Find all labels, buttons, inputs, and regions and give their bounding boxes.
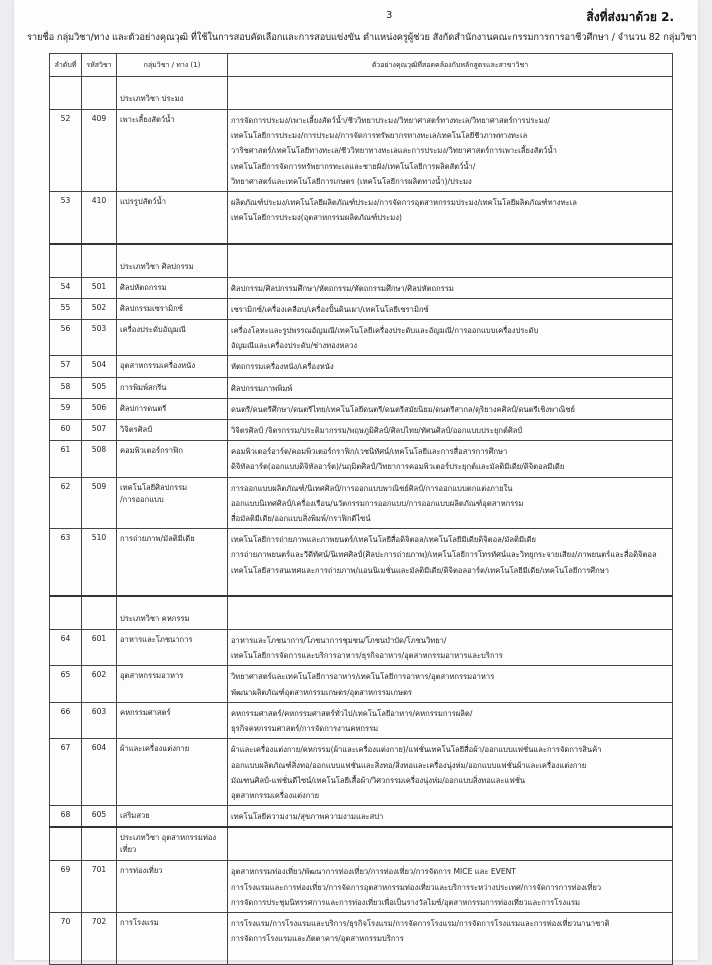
subject-group-line: การพิมพ์สกรีน bbox=[120, 382, 167, 392]
row-qualifications bbox=[228, 110, 673, 192]
category-empty-cell bbox=[50, 596, 82, 630]
row-sequence-number: 52 bbox=[50, 110, 82, 192]
subject-group-line: เสริมสวย bbox=[120, 811, 150, 821]
row-subject-group bbox=[117, 739, 228, 806]
qualification-line: การถ่ายภาพยนตร์และวีดีทัศน์/นิเทศศิลป์(ศิลปะการถ่ายภาพ)/เทคโนโลยีการโทรทัศน์และวิทยุกระจายเสียง/ภาพยนตร์และสื่อดิจิตอล bbox=[231, 550, 657, 560]
table-row bbox=[50, 861, 673, 913]
row-subject-group bbox=[117, 377, 228, 398]
row-subject-code: 502 bbox=[82, 298, 117, 319]
subject-group-line: คหกรรมศาสตร์ bbox=[120, 707, 171, 717]
qualification-line: เครื่องโลหะและรูปพรรณอัญมณี/เทคโนโลยีเครื่องประดับและอัญมณี/การออกแบบเครื่องประดับ bbox=[231, 326, 539, 336]
row-qualifications bbox=[228, 298, 673, 319]
subject-group-line: อุตสาหกรรมเครื่องหนัง bbox=[120, 361, 196, 371]
subject-group-line: แปรรูปสัตว์น้ำ bbox=[120, 197, 166, 207]
category-empty-cell bbox=[50, 827, 82, 861]
row-qualifications bbox=[228, 377, 673, 398]
category-empty-cell bbox=[82, 827, 117, 861]
row-qualifications bbox=[228, 702, 673, 738]
subject-group-line: ผ้าและเครื่องแต่งกาย bbox=[120, 744, 190, 754]
table-row bbox=[50, 277, 673, 298]
qualification-line: คอมพิวเตอร์อาร์ต/คอมพิวเตอร์กราฟิก/เวชนิทัศน์/เทคโนโลยีและการสื่อสารการศึกษา bbox=[231, 447, 508, 457]
table-row bbox=[50, 477, 673, 529]
row-sequence-number: 67 bbox=[50, 739, 82, 806]
row-sequence-number: 66 bbox=[50, 702, 82, 738]
attachment-label: สิ่งที่ส่งมาด้วย 2. bbox=[586, 10, 674, 24]
table-row bbox=[50, 912, 673, 964]
subject-group-line: /การออกแบบ bbox=[120, 494, 164, 504]
row-subject-group bbox=[117, 298, 228, 319]
table-body bbox=[50, 77, 673, 965]
qualification-line: ธุรกิจคหกรรมศาสตร์/การจัดการงานคหกรรม bbox=[231, 724, 379, 734]
category-label: ประเภทวิชา ศิลปกรรม bbox=[117, 244, 228, 278]
qualification-line: พัฒนาผลิตภัณฑ์อุตสาหกรรมเกษตร/อุตสาหกรรมเกษตร bbox=[231, 687, 413, 697]
subject-qualification-table bbox=[49, 53, 673, 965]
row-subject-code: 603 bbox=[82, 702, 117, 738]
qualification-line bbox=[231, 225, 672, 240]
qualification-line: เทคโนโลยีการถ่ายภาพและภาพยนตร์/เทคโนโลยีสื่อดิจิตอล/เทคโนโลยีมีเดียดิจิตอล/มัลติมีเดีย bbox=[231, 535, 536, 545]
qualification-line: คหกรรมศาสตร์/คหกรรมศาสตร์ทั่วไป/เทคโนโลยีอาหาร/คหกรรมการผลิต/ bbox=[231, 708, 473, 718]
qualification-line: ออกแบบผลิตภัณฑ์สิ่งทอ/ออกแบบแฟชั่นและสิ่งทอ/สิ่งทอและเครื่องนุ่งห่ม/ออกแบบแฟชั่นผ้าและเครื่องแต่งกาย bbox=[231, 760, 587, 770]
table-row bbox=[50, 702, 673, 738]
row-sequence-number: 54 bbox=[50, 277, 82, 298]
row-qualifications bbox=[228, 529, 673, 596]
row-qualifications bbox=[228, 356, 673, 377]
row-subject-code: 701 bbox=[82, 861, 117, 913]
row-subject-code: 508 bbox=[82, 441, 117, 477]
category-label: ประเภทวิชา อุตสาหกรรมท่องเที่ยว bbox=[117, 827, 228, 861]
row-qualifications bbox=[228, 630, 673, 666]
row-qualifications bbox=[228, 806, 673, 828]
row-subject-code: 501 bbox=[82, 277, 117, 298]
row-qualifications bbox=[228, 912, 673, 964]
row-qualifications bbox=[228, 277, 673, 298]
subject-group-line: ศิลปการดนตรี bbox=[120, 403, 167, 413]
row-subject-code: 604 bbox=[82, 739, 117, 806]
row-subject-code: 505 bbox=[82, 377, 117, 398]
table-header-row bbox=[50, 54, 673, 77]
row-subject-code: 602 bbox=[82, 666, 117, 702]
table-row bbox=[50, 630, 673, 666]
table-row bbox=[50, 298, 673, 319]
row-subject-group bbox=[117, 529, 228, 596]
subject-group-line: การถ่ายภาพ/มัลติมีเดีย bbox=[120, 534, 195, 544]
subject-group-line: ศิลปกรรมเซรามิกซ์ bbox=[120, 303, 183, 313]
qualification-line: หัตถกรรมเครื่องหนัง/เครื่องหนัง bbox=[231, 362, 334, 372]
row-sequence-number: 70 bbox=[50, 912, 82, 964]
subject-group-line: ศิลปหัตถกรรม bbox=[120, 282, 167, 292]
table-row bbox=[50, 806, 673, 828]
qualification-line bbox=[231, 578, 672, 593]
row-subject-group bbox=[117, 277, 228, 298]
subject-group-line: การโรงแรม bbox=[120, 917, 159, 927]
table-row bbox=[50, 377, 673, 398]
row-subject-group bbox=[117, 806, 228, 828]
header-subject-group: กลุ่มวิชา / ทาง (1) bbox=[117, 54, 228, 77]
row-subject-code: 503 bbox=[82, 320, 117, 356]
category-empty-cell bbox=[82, 596, 117, 630]
header-qualifications: ตัวอย่างคุณวุฒิที่สอดคล้องกับหลักสูตรและสาขาวิชา bbox=[228, 54, 673, 77]
category-empty-cell bbox=[228, 596, 673, 630]
category-empty-cell bbox=[228, 77, 673, 110]
qualification-line: เซรามิกซ์/เครื่องเคลือบ/เครื่องปั้นดินเผา/เทคโนโลยีเซรามิกซ์ bbox=[231, 304, 429, 314]
row-sequence-number: 61 bbox=[50, 441, 82, 477]
category-empty-cell bbox=[82, 244, 117, 278]
row-qualifications bbox=[228, 666, 673, 702]
row-subject-group bbox=[117, 861, 228, 913]
row-subject-code: 409 bbox=[82, 110, 117, 192]
category-label: ประเภทวิชา ประมง bbox=[117, 77, 228, 110]
row-subject-group bbox=[117, 110, 228, 192]
row-qualifications bbox=[228, 398, 673, 419]
subject-group-line: อาหารและโภชนาการ bbox=[120, 635, 193, 645]
row-sequence-number: 64 bbox=[50, 630, 82, 666]
row-subject-code: 601 bbox=[82, 630, 117, 666]
row-subject-group bbox=[117, 420, 228, 441]
qualification-line: ผลิตภัณฑ์ประมง/เทคโนโลยีผลิตภัณฑ์ประมง/การจัดการอุตสาหกรรมประมง/เทคโนโลยีผลิตภัณฑ์ทางทะเล bbox=[231, 198, 577, 208]
row-sequence-number: 60 bbox=[50, 420, 82, 441]
table-row bbox=[50, 192, 673, 244]
subject-group-line: วิจิตรศิลป์ bbox=[120, 425, 153, 435]
row-subject-group bbox=[117, 356, 228, 377]
qualification-line: อาหารและโภชนาการ/โภชนาการชุมชน/โภชนบำบัด/โภชนวิทยา/ bbox=[231, 636, 447, 646]
qualification-line bbox=[231, 946, 672, 961]
row-sequence-number: 53 bbox=[50, 192, 82, 244]
row-subject-group bbox=[117, 192, 228, 244]
qualification-line: เทคโนโลยีการประมง/การประมง/การจัดการทรัพยากรทางทะเล/เทคโนโลยีชีวภาพทางทะเล bbox=[231, 131, 528, 141]
subject-group-line: คอมพิวเตอร์กราฟิก bbox=[120, 446, 183, 456]
qualification-line: สื่อมัลติมีเดีย/ออกแบบสิ่งพิมพ์/กราฟิกดีไซน์ bbox=[231, 514, 371, 524]
qualification-line: ผ้าและเครื่องแต่งกาย/คหกรรม(ผ้าและเครื่องแต่งกาย)/แฟชั่นเทคโนโลยีสื่อผ้า/ออกแบบแฟชั่นและการจัดการสินค้า bbox=[231, 745, 602, 755]
row-subject-group bbox=[117, 630, 228, 666]
row-sequence-number: 69 bbox=[50, 861, 82, 913]
qualification-line: เทคโนโลยีความงาม/สุขภาพความงามและสปา bbox=[231, 812, 384, 822]
category-empty-cell bbox=[228, 244, 673, 278]
table-row bbox=[50, 356, 673, 377]
row-sequence-number: 57 bbox=[50, 356, 82, 377]
category-empty-cell bbox=[228, 827, 673, 861]
row-sequence-number: 59 bbox=[50, 398, 82, 419]
row-subject-code: 510 bbox=[82, 529, 117, 596]
qualification-line: เทคโนโลยีการจัดการและบริการอาหาร/ธุรกิจอาหาร/อุตสาหกรรมอาหารและบริการ bbox=[231, 651, 503, 661]
category-empty-cell bbox=[50, 77, 82, 110]
table-row bbox=[50, 666, 673, 702]
row-qualifications bbox=[228, 192, 673, 244]
qualification-line: การโรงแรมและการท่องเที่ยว/การจัดการอุตสาหกรรมท่องเที่ยวและบริการระหว่างประเทศ/การจัดการการท่องเที่ยว bbox=[231, 882, 602, 892]
qualification-line: ดิจิทัลอาร์ต(ออกแบบดิจิทัลอาร์ต)/นฤมิตศิลป์/วิทยาการคอมพิวเตอร์ประยุกต์และมัลติมีเดีย/ดิจิตอลมีเดีย bbox=[231, 462, 565, 472]
category-row bbox=[50, 244, 673, 278]
row-qualifications bbox=[228, 441, 673, 477]
subject-group-line: อุตสาหกรรมอาหาร bbox=[120, 671, 184, 681]
row-sequence-number: 63 bbox=[50, 529, 82, 596]
row-subject-code: 410 bbox=[82, 192, 117, 244]
qualification-line: ออกแบบนิเทศศิลป์/เครื่องเรือน/นวัตกรรมการออกแบบ/การออกแบบผลิตภัณฑ์อุตสาหกรรม bbox=[231, 498, 524, 508]
subject-group-line: เทคโนโลยีศิลปกรรม bbox=[120, 482, 188, 492]
table-row bbox=[50, 420, 673, 441]
row-qualifications bbox=[228, 739, 673, 806]
qualification-line: เทคโนโลยีการประมง(อุตสาหกรรมผลิตภัณฑ์ประมง) bbox=[231, 213, 402, 223]
row-subject-code: 509 bbox=[82, 477, 117, 529]
header-subject-code: รหัสวิชา bbox=[82, 54, 117, 77]
qualification-line: อุตสาหกรรมเครื่องแต่งกาย bbox=[231, 790, 320, 800]
row-subject-code: 506 bbox=[82, 398, 117, 419]
row-subject-group bbox=[117, 666, 228, 702]
table-row bbox=[50, 441, 673, 477]
qualification-line: วาริชศาสตร์/เทคโนโลยีทางทะเล/ชีววิทยาทางทะเลและการประมง/วิทยาศาสตร์การเพาะเลี้ยงสัตว์น้ำ bbox=[231, 146, 557, 156]
qualification-line: ดนตรี/ดนตรีศึกษา/ดนตรีไทย/เทคโนโลยีดนตรี/ดนตรีสมัยนิยม/ดนตรีสากล/ดุริยางคศิลป์/ดนตรีเชิงพาณิชย์ bbox=[231, 404, 575, 414]
row-qualifications bbox=[228, 320, 673, 356]
row-qualifications bbox=[228, 420, 673, 441]
category-row bbox=[50, 827, 673, 861]
subject-group-line: เพาะเลี้ยงสัตว์น้ำ bbox=[120, 115, 175, 124]
row-sequence-number: 56 bbox=[50, 320, 82, 356]
category-row bbox=[50, 77, 673, 110]
category-empty-cell bbox=[50, 244, 82, 278]
row-qualifications bbox=[228, 477, 673, 529]
subject-group-line: การท่องเที่ยว bbox=[120, 866, 163, 876]
row-subject-code: 504 bbox=[82, 356, 117, 377]
row-sequence-number: 65 bbox=[50, 666, 82, 702]
qualification-line: การจัดการประชุมนิทรรศการและการท่องเที่ยวเพื่อเป็นรางวัลไมซ์/อุตสาหกรรมการท่องเที่ยวและการโรงแรม bbox=[231, 897, 581, 907]
row-sequence-number: 68 bbox=[50, 806, 82, 828]
header-sequence: ลำดับที่ bbox=[50, 54, 82, 77]
row-subject-group bbox=[117, 702, 228, 738]
row-subject-code: 702 bbox=[82, 912, 117, 964]
category-empty-cell bbox=[82, 77, 117, 110]
row-qualifications bbox=[228, 861, 673, 913]
row-subject-group bbox=[117, 441, 228, 477]
row-subject-code: 605 bbox=[82, 806, 117, 828]
row-sequence-number: 58 bbox=[50, 377, 82, 398]
qualification-line: วิทยาศาสตร์และเทคโนโลยีการอาหาร/เทคโนโลยีการอาหาร/อุตสาหกรรมอาหาร bbox=[231, 672, 495, 682]
qualification-line: เทคโนโลยีการจัดการทรัพยากรทะเลและชายฝั่ง/เทคโนโลยีการผลิตสัตว์น้ำ/ bbox=[231, 161, 476, 171]
qualification-line: อุตสาหกรรมท่องเที่ยว/พัฒนาการท่องเที่ยว/การท่องเที่ยว/การจัดการ MICE และ EVENT bbox=[231, 867, 516, 877]
qualification-line: วิทยาศาสตร์และเทคโนโลยีการเกษตร (เทคโนโลยีการผลิตทางน้ำ)/ประมง bbox=[231, 176, 472, 186]
row-subject-code: 507 bbox=[82, 420, 117, 441]
table-row bbox=[50, 739, 673, 806]
table-row bbox=[50, 529, 673, 596]
subject-group-line: เครื่องประดับอัญมณี bbox=[120, 325, 186, 335]
qualification-line: การโรงแรม/การโรงแรมและบริการ/ธุรกิจโรงแรม/การจัดการโรงแรม/การจัดการโรงแรมและการท่องเที่ยวนานาชาติ bbox=[231, 918, 610, 928]
qualification-line: มัณฑนศิลป์-แฟชั่นดีไซน์/เทคโนโลยีเสื้อผ้า/วิศวกรรมเครื่องนุ่งห่ม/ออกแบบสิ่งทอและแฟชั่น bbox=[231, 775, 526, 785]
row-sequence-number: 62 bbox=[50, 477, 82, 529]
qualification-line: ศิลปกรรม/ศิลปกรรมศึกษา/หัตถกรรม/หัตถกรรมศึกษา/ศิลปหัตถกรรม bbox=[231, 283, 454, 293]
row-sequence-number: 55 bbox=[50, 298, 82, 319]
qualification-line: การจัดการโรงแรมและภัตตาคาร/อุตสาหกรรมบริการ bbox=[231, 934, 404, 944]
row-subject-group bbox=[117, 477, 228, 529]
qualification-line: อัญมณีและเครื่องประดับ/ช่างทองหลวง bbox=[231, 341, 358, 351]
qualification-line: ศิลปกรรมภาพพิมพ์ bbox=[231, 383, 293, 393]
row-subject-group bbox=[117, 912, 228, 964]
table-row bbox=[50, 398, 673, 419]
row-subject-group bbox=[117, 320, 228, 356]
qualification-line: เทคโนโลยีสารสนเทศและการถ่ายภาพ/แอนนิเมชั่นและมัลติมีเดีย/ดิจิตอลอาร์ต/เทคโนโลยีมีเดีย/เทคโนโลยีการศึกษา bbox=[231, 565, 609, 575]
row-subject-group bbox=[117, 398, 228, 419]
qualification-line: การออกแบบผลิตภัณฑ์/นิเทศศิลป์/การออกแบบพาณิชย์ศิลป์/การออกแบบตกแต่งภายใน bbox=[231, 483, 513, 493]
table-row bbox=[50, 110, 673, 192]
page-number: 3 bbox=[386, 10, 393, 21]
category-row bbox=[50, 596, 673, 630]
category-label: ประเภทวิชา คหกรรม bbox=[117, 596, 228, 630]
qualification-line: วิจิตรศิลป์ /จิตรกรรม/ประติมากรรม/พฤษภูมิศิลป์/ศิลปไทย/ทัศนศิลป์/ออกแบบประยุกต์ศิลป์ bbox=[231, 426, 523, 436]
table-row bbox=[50, 320, 673, 356]
qualification-line: การจัดการประมง/เพาะเลี้ยงสัตว์น้ำ/ชีววิทยาประมง/วิทยาศาสตร์ทางทะเล/วิทยาศาสตร์การประมง/ bbox=[231, 116, 550, 125]
document-title: รายชื่อ กลุ่มวิชา/ทาง และตัวอย่างคุณวุฒิ ที่ใช้ในการสอบคัดเลือกและการสอบแข่งขัน ตำแหน่งครูผู้ช่วย สังกัดสำนักงานคณะกรรมการการอาชีวศึกษา / จำนวน 82 กลุ่มวิชา bbox=[27, 32, 697, 43]
